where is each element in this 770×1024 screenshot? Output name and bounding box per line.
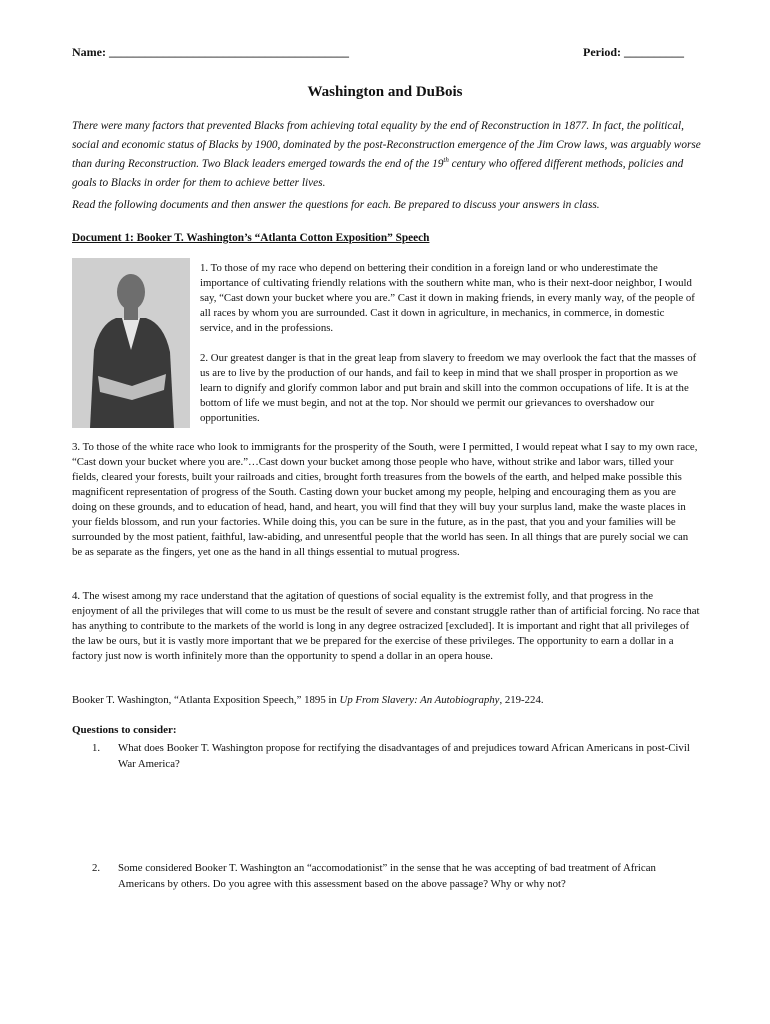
speech-paragraph-1: 1. To those of my race who depend on bettering their condition in a foreign land or who underestimate the importance of cultivating friendly relations with the southern white man, who is their next-door neighbor, I would say, “Cast down your bucket where you are.” Cast it down in making friends, in every manly way, of the people of all races by whom you are surrounded. Cast it down in agriculture, in mechanics, in commerce, in domestic service, and in the professions. <box>200 262 695 334</box>
question-text: Some considered Booker T. Washington an “accomodationist” in the sense that he was accepting of bad treatment of African Americans by others. Do you agree with this assessment based on the above passage? Why or why not? <box>118 862 656 890</box>
portrait-illustration <box>72 258 190 428</box>
citation-work-title: Up From Slavery: An Autobiography <box>339 694 500 706</box>
question-text: What does Booker T. Washington propose for rectifying the disadvantages of and prejudices toward African Americans in post-Civil War America? <box>118 742 690 770</box>
instructions-text: Read the following documents and then answer the questions for each. Be prepared to discuss your answers in class. <box>72 199 600 211</box>
period-field-label[interactable]: Period: __________ <box>583 45 684 59</box>
question-number: 2. <box>92 862 101 874</box>
speech-paragraph-4: 4. The wisest among my race understand that the agitation of questions of social equality is the extremist folly, and that progress in the enjoyment of all the privileges that will come to us must be the result of severe and constant struggle rather than of artificial forcing. No race that has anything to contribute to the markets of the world is long in any degree ostracized [excluded]. It is important and right that all privileges of the law be ours, but it is vastly more important that we be prepared for the exercise of these privileges. The opportunity to earn a dollar in a factory just now is worth infinitely more than the opportunity to spend a dollar in an opera house. <box>72 590 700 662</box>
name-field-label[interactable]: Name: ________________________________________ <box>72 45 349 59</box>
intro-text-part-2: century who offered different methods, policies and goals to Blacks in order for them to achieve better lives. <box>72 158 684 189</box>
portrait-face <box>117 274 145 310</box>
intro-text-part-1: There were many factors that prevented Blacks from achieving total equality by the end of Reconstruction in 1877. In fact, the political, social and economic status of Blacks by 1900, dominated by the post-Reconstruction emergence of the Jim Crow laws, was arguably worse than during Reconstruction. Two Black leaders emerged towards the end of the 19 <box>72 120 701 170</box>
page-title: Washington and DuBois <box>307 84 463 100</box>
booker-t-washington-portrait <box>72 258 190 428</box>
source-citation <box>72 693 700 708</box>
intro-superscript: th <box>443 156 449 165</box>
speech-paragraph-3: 3. To those of the white race who look to immigrants for the prosperity of the South, were I permitted, I would repeat what I say to my own race, “Cast down your bucket where you are.”…Cast down your bucket among those people who have, without strike and labor wars, tilled your fields, cleared your forests, built your railroads and cities, brought forth treasures from the bowels of the earth, and helped make possible this magnificent representation of progress of the South. Casting down your bucket among my people, helping and encouraging them as you are doing on these grounds, and to education of head, hand, and heart, you will find that they will buy your surplus land, make the waste places in your fields blossom, and run your factories. While doing this, you can be sure in the future, as in the past, that you and your families will be surrounded by the most patient, faithful, law-abiding, and unresentful people that the world has seen. In all things that are purely social we can be as separate as the fingers, yet one as the hand in all things essential to mutual progress. <box>72 441 698 558</box>
document-1-heading: Document 1: Booker T. Washington’s “Atlanta Cotton Exposition” Speech <box>72 232 430 244</box>
questions-heading: Questions to consider: <box>72 724 177 736</box>
intro-paragraph <box>72 117 702 193</box>
header <box>72 45 684 63</box>
citation-pages: , 219-224. <box>499 694 544 706</box>
citation-author: Booker T. Washington, “Atlanta Exposition Speech,” 1895 in <box>72 694 340 706</box>
speech-paragraph-2: 2. Our greatest danger is that in the great leap from slavery to freedom we may overlook the fact that the masses of us are to live by the production of our hands, and fail to keep in mind that we shall prosper in proportion as we learn to dignify and glorify common labor and put brain and skill into the common occupations of life. It is at the bottom of life we must begin, and not at the top. Nor should we permit our grievances to overshadow our opportunities. <box>200 352 697 424</box>
question-number: 1. <box>92 742 101 754</box>
